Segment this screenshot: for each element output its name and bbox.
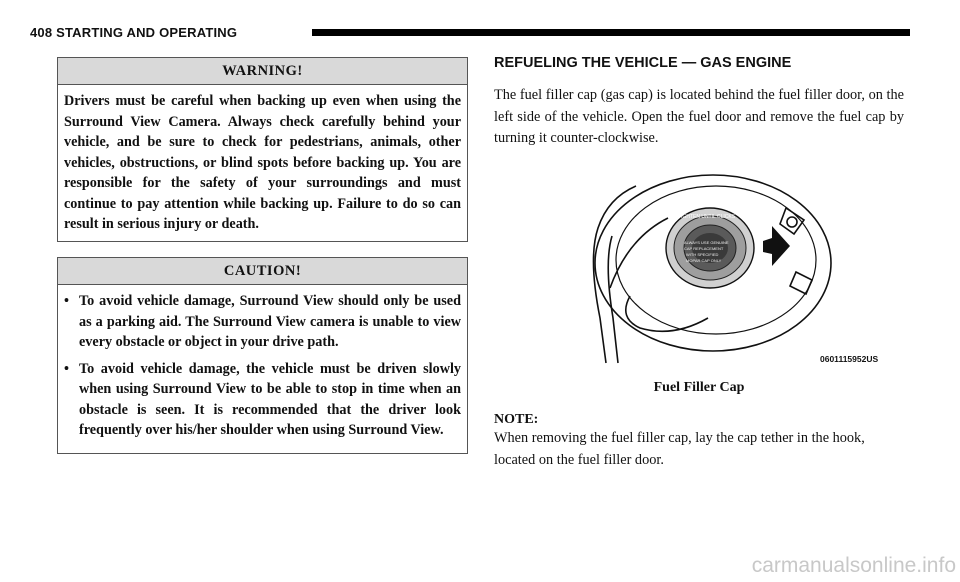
section-paragraph: The fuel filler cap (gas cap) is located behind the fuel filler door, on the left side of the vehicle. Open the fuel door and remove the fuel cap by turning it counter-clockwise.: [494, 87, 904, 146]
pointer-arrow-icon: [763, 226, 790, 266]
part-number: 0601115952US: [820, 354, 879, 364]
warning-box: [57, 57, 468, 242]
warning-text: Drivers must be careful when backing up even when using the Surround View Camera. Always check carefully behind your vehicle, and be sure to check for pedestrians, animals, other vehicles, obstructions, or blind spots before backing up. You are responsible for the safety of your surroundings and must continue to pay attention while backing up. Failure to do so can result in serious injury or death.: [64, 93, 461, 232]
header-rule: [312, 29, 910, 36]
caution-body: [58, 285, 467, 453]
caution-item: [64, 359, 461, 441]
page-number-title: 408 STARTING AND OPERATING: [30, 25, 238, 40]
cap-text-line: WITH SPECIFIED: [686, 252, 719, 257]
caution-title: CAUTION!: [58, 258, 467, 285]
caution-box: [57, 257, 468, 454]
fuel-cap-illustration: [558, 168, 898, 368]
fuel-filler-cap-figure: [558, 168, 898, 368]
cap-text-top: TIGHTEN UNTIL CLICKS: [678, 214, 736, 220]
watermark: carmanualsonline.info: [751, 554, 956, 577]
cap-text-line: MOPAR CAP ONLY: [686, 258, 722, 263]
bullet: •: [64, 293, 69, 309]
cap-text-line: CAP REPLACEMENT: [684, 246, 724, 251]
caution-item-text: To avoid vehicle damage, the vehicle must be driven slowly when using Surround View to be able to stop in time when an obstacle is seen. It is recommended that the driver look frequently over his/her shoulder when using Surround View.: [79, 360, 461, 438]
warning-title: WARNING!: [58, 58, 467, 85]
page-header: [30, 24, 910, 42]
caution-list: [64, 291, 461, 441]
bullet: •: [64, 360, 69, 377]
cap-text-line: ALWAYS USE GENUINE: [684, 240, 729, 245]
note-label: NOTE:: [494, 412, 539, 427]
section-heading: REFUELING THE VEHICLE — GAS ENGINE: [494, 55, 792, 71]
caution-item-text: To avoid vehicle damage, Surround View should only be used as a parking aid. The Surround View camera is unable to view every obstacle or object in your drive path.: [79, 293, 461, 350]
caution-item: [64, 291, 461, 353]
figure-caption: Fuel Filler Cap: [653, 380, 745, 395]
note-text: When removing the fuel filler cap, lay the cap tether in the hook, located on the fuel filler door.: [494, 430, 865, 468]
